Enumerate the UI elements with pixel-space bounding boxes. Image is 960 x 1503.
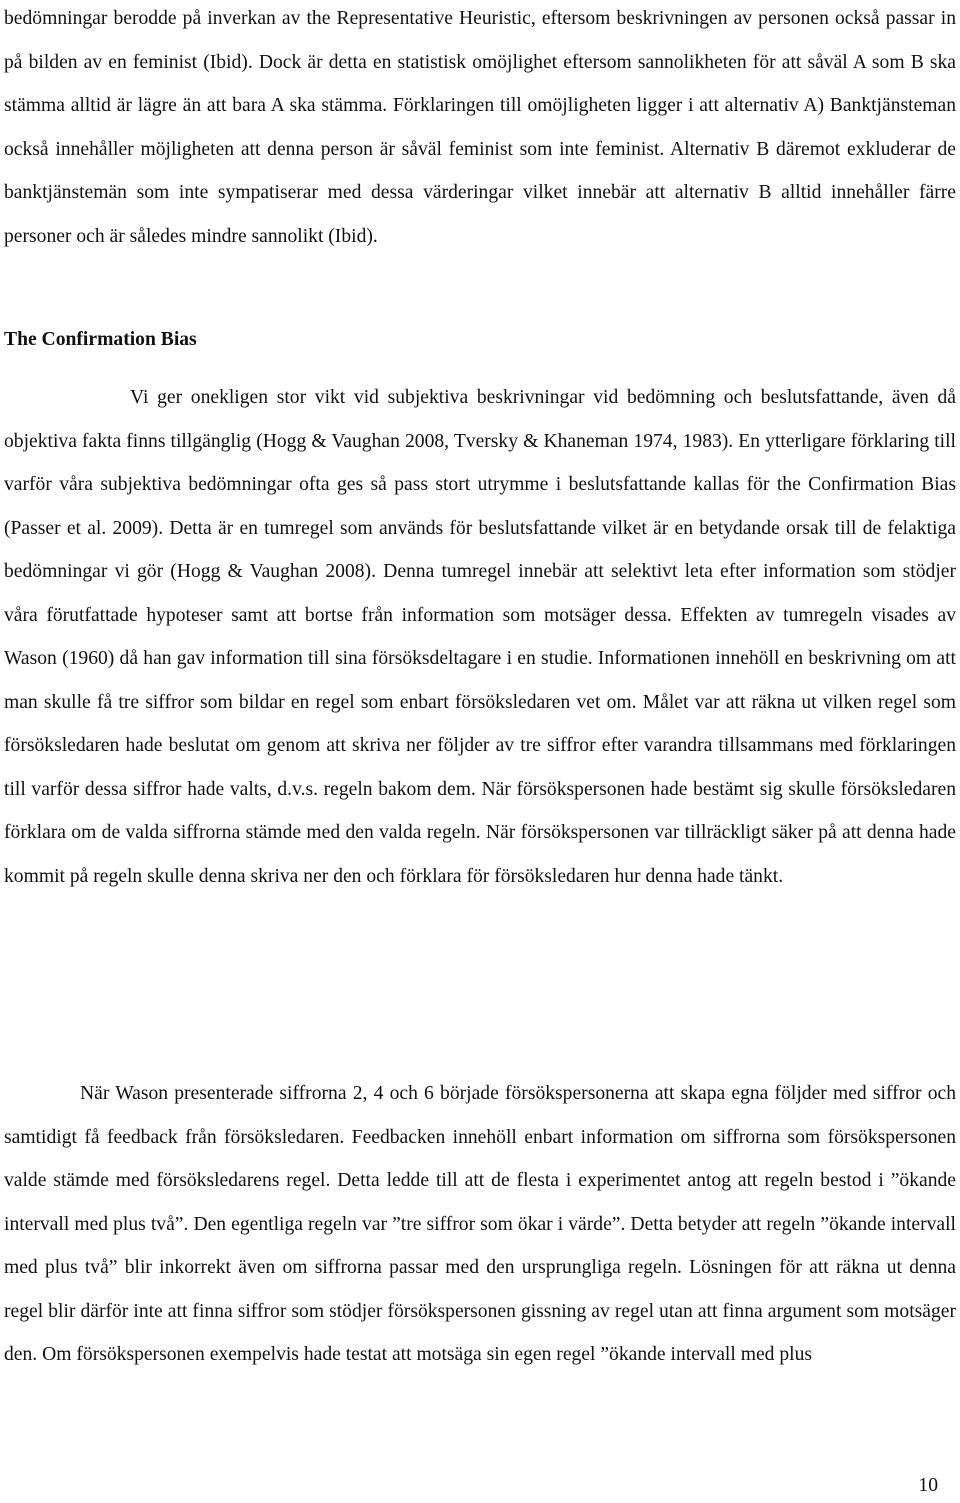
paragraph-representative-heuristic: bedömningar berodde på inverkan av the Representative Heuristic, eftersom beskrivningen av personen också passar in på bilden av en feminist (Ibid). Dock är detta en statistisk omöjlighet eftersom sannolikheten för att såväl A som B ska stämma alltid är lägre än att bara A ska stämma. Förklaringen till omöjligheten ligger i att alternativ A) Banktjänsteman också innehåller möjligheten att denna person är såväl feminist som inte feminist. Alternativ B däremot exkluderar de banktjänstemän som inte sympatiserar med dessa värderingar vilket innebär att alternativ B alltid innehåller färre personer och är således mindre sannolikt (Ibid). [4, 8, 956, 247]
paragraph-wason-experiment: När Wason presenterade siffrorna 2, 4 och 6 började försökspersonerna att skapa egna följder med siffror och samtidigt få feedback från försöksledaren. Feedbacken innehöll enbart information om siffrorna som försökspersonen valde stämde med försöksledarens regel. Detta ledde till att de flesta i experimentet antog att regeln bestod i ”ökande intervall med plus två”. Den egentliga regeln var ”tre siffror som ökar i värde”. Detta betyder att regeln ”ökande intervall med plus två” blir inkorrekt även om siffrorna passar med den ursprungliga regeln. Lösningen för att räkna ut denna regel blir därför inte att finna siffror som stödjer försökspersonen gissning av regel utan att finna argument som motsäger den. Om försökspersonen exempelvis hade testat att motsäga sin egen regel ”ökande intervall med plus [4, 1083, 956, 1365]
section-heading-confirmation-bias: The Confirmation Bias [4, 329, 197, 350]
page-number: 10 [918, 1475, 938, 1496]
document-page [4, 0, 956, 1503]
paragraph-confirmation-bias-intro: Vi ger onekligen stor vikt vid subjektiva beskrivningar vid bedömning och beslutsfattande, även då objektiva fakta finns tillgänglig (Hogg & Vaughan 2008, Tversky & Khaneman 1974, 1983). En ytterligare förklaring till varför våra subjektiva bedömningar ofta ges så pass stort utrymme i beslutsfattande kallas för the Confirmation Bias (Passer et al. 2009). Detta är en tumregel som används för beslutsfattande vilket är en betydande orsak till de felaktiga bedömningar vi gör (Hogg & Vaughan 2008). Denna tumregel innebär att selektivt leta efter information som stödjer våra förutfattade hypoteser samt att bortse från information som motsäger dessa. Effekten av tumregeln visades av Wason (1960) då han gav information till sina försöksdeltagare i en studie. Informationen innehöll en beskrivning om att man skulle få tre siffror som bildar en regel som enbart försöksledaren vet om. Målet var att räkna ut vilken regel som försöksledaren hade beslutat om genom att skriva ner följder av tre siffror efter varandra tillsammans med förklaringen till varför dessa siffror hade valts, d.v.s. regeln bakom dem. När försökspersonen hade bestämt sig skulle försöksledaren förklara om de valda siffrorna stämde med den valda regeln. När försökspersonen var tillräckligt säker på att denna hade kommit på regeln skulle denna skriva ner den och förklara för försöksledaren hur denna hade tänkt. [4, 387, 956, 887]
